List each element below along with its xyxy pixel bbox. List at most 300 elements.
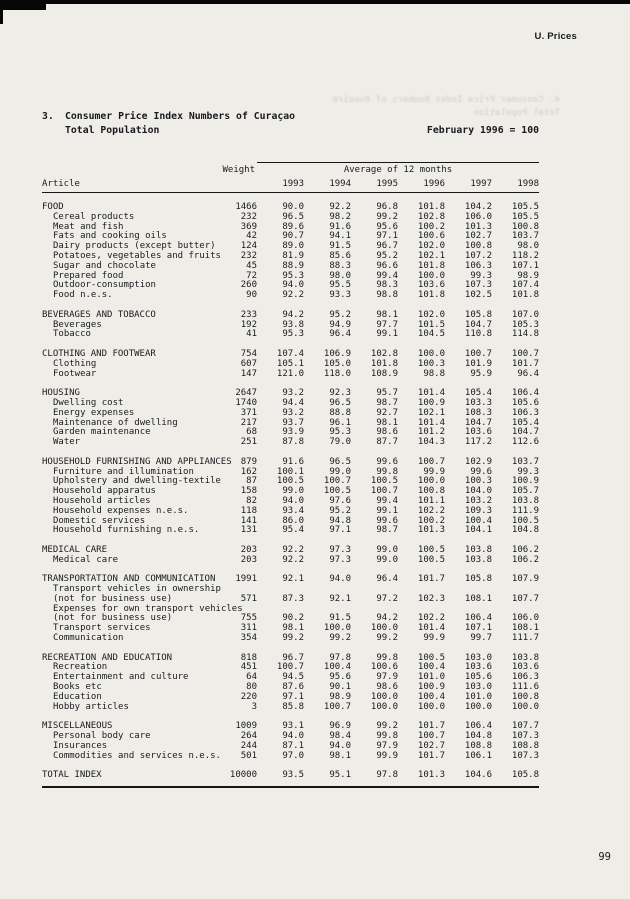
index-value: 107.4 [511, 280, 539, 291]
index-value: 102.8 [417, 211, 445, 222]
index-value: 103.7 [511, 231, 539, 242]
index-value: 93.7 [282, 417, 304, 428]
weight-value: 203 [240, 544, 257, 555]
index-value: 95.7 [376, 388, 398, 399]
index-value: 87.7 [376, 437, 398, 448]
index-value: 99.2 [376, 633, 398, 644]
weight-value: 1009 [235, 721, 257, 732]
index-value: 100.0 [464, 701, 492, 712]
article-label: RECREATION AND EDUCATION [42, 652, 173, 663]
article-label: Tobacco [53, 329, 91, 340]
total-index-value: 105.8 [511, 770, 539, 781]
index-value: 103.6 [417, 280, 445, 291]
index-value: 102.7 [417, 740, 445, 751]
weight-value: 118 [240, 505, 257, 516]
index-value: 101.2 [417, 427, 445, 438]
article-label: Household expenses n.e.s. [53, 505, 189, 516]
index-value: 103.6 [464, 662, 492, 673]
index-value: 97.0 [282, 750, 304, 761]
index-value: 89.0 [282, 241, 304, 252]
article-label: Hobby articles [53, 701, 129, 712]
index-value: 99.1 [376, 505, 398, 516]
index-value: 104.7 [464, 319, 492, 330]
article-label: Education [53, 691, 102, 702]
article-label: Expenses for own transport vehicles [53, 603, 243, 614]
index-value: 106.3 [464, 260, 492, 271]
index-value: 100.4 [464, 515, 492, 526]
total-weight-value: 10000 [229, 770, 257, 781]
index-value: 95.2 [329, 505, 351, 516]
index-value: 98.6 [376, 427, 398, 438]
table-section [42, 654, 539, 713]
index-value: 103.8 [511, 495, 539, 506]
index-value: 93.8 [282, 319, 304, 330]
index-value: 100.7 [370, 486, 398, 497]
article-label: Beverages [53, 319, 102, 330]
index-value: 118.0 [323, 368, 351, 379]
index-value: 105.7 [511, 486, 539, 497]
weight-value: 233 [240, 309, 257, 320]
index-value: 108.1 [511, 623, 539, 634]
index-value: 92.2 [282, 544, 304, 555]
weight-value: 158 [240, 486, 257, 497]
running-header: U. Prices [534, 31, 577, 42]
index-value: 102.2 [417, 505, 445, 516]
index-value: 99.0 [282, 486, 304, 497]
index-value: 92.1 [282, 574, 304, 585]
article-label: Cereal products [53, 211, 135, 222]
index-value: 97.1 [376, 231, 398, 242]
index-value: 102.8 [370, 348, 398, 359]
index-value: 91.5 [329, 613, 351, 624]
index-value: 100.4 [323, 662, 351, 673]
article-label: Entertainment and culture [53, 672, 189, 683]
index-value: 98.4 [329, 731, 351, 742]
weight-value: 1991 [235, 574, 257, 585]
index-value: 93.2 [282, 388, 304, 399]
year-column-header: 1994 [329, 179, 351, 189]
index-value: 96.7 [282, 652, 304, 663]
index-value: 92.3 [329, 388, 351, 399]
index-value: 96.4 [329, 329, 351, 340]
index-value: 103.0 [464, 652, 492, 663]
table-row [42, 703, 539, 713]
index-value: 85.8 [282, 701, 304, 712]
index-value: 98.2 [329, 211, 351, 222]
total-index-value: 93.5 [282, 770, 304, 781]
index-value: 99.6 [470, 466, 492, 477]
table-section [42, 722, 539, 761]
index-value: 95.6 [376, 221, 398, 232]
weight-value: 90 [246, 290, 257, 301]
table-row [42, 634, 539, 644]
group-header-row [42, 160, 539, 175]
table-row [42, 556, 539, 566]
title-line-2: Total Population [65, 124, 160, 136]
index-value: 86.0 [282, 515, 304, 526]
index-value: 81.9 [282, 250, 304, 261]
index-value: 99.8 [376, 652, 398, 663]
article-label: FOOD [42, 202, 64, 212]
index-value: 101.1 [417, 495, 445, 506]
weight-value: 354 [240, 633, 257, 644]
index-value: 105.4 [464, 388, 492, 399]
year-column-header: 1995 [376, 179, 398, 189]
index-value: 111.9 [511, 505, 539, 516]
index-value: 108.8 [464, 740, 492, 751]
index-value: 110.8 [464, 329, 492, 340]
weight-value: 147 [240, 368, 257, 379]
index-value: 98.3 [376, 280, 398, 291]
page-number: 99 [598, 851, 611, 863]
cpi-table [42, 160, 539, 788]
base-period: February 1996 = 100 [426, 124, 539, 136]
article-label: Commodities and services n.e.s. [53, 750, 221, 761]
group-column-header [257, 162, 539, 175]
index-value: 100.8 [511, 221, 539, 232]
total-row [42, 771, 539, 781]
index-value: 99.9 [376, 750, 398, 761]
index-value: 95.6 [329, 672, 351, 683]
index-value: 96.8 [376, 202, 398, 212]
title-line-1: Consumer Price Index Numbers of Curaçao [65, 111, 296, 122]
article-label: Clothing [53, 358, 97, 369]
weight-value: 501 [240, 750, 257, 761]
index-value: 94.2 [282, 309, 304, 320]
index-value: 100.3 [464, 476, 492, 487]
index-value: 100.5 [370, 476, 398, 487]
index-value: 107.1 [511, 260, 539, 271]
index-value: 99.3 [517, 466, 539, 477]
index-value: 99.9 [423, 466, 445, 477]
year-column-header: 1997 [470, 179, 492, 189]
index-value: 100.0 [417, 270, 445, 281]
index-value: 103.8 [464, 554, 492, 565]
index-value: 100.0 [370, 691, 398, 702]
article-label: Footwear [53, 368, 97, 379]
index-value: 105.0 [323, 358, 351, 369]
index-value: 101.0 [464, 691, 492, 702]
index-value: 87.6 [282, 682, 304, 693]
article-label: Transport vehicles in ownership [53, 584, 221, 595]
index-value: 97.9 [376, 672, 398, 683]
index-value: 106.3 [511, 407, 539, 418]
index-value: 106.3 [511, 672, 539, 683]
total-row-wrap [42, 771, 539, 781]
index-value: 104.8 [511, 525, 539, 536]
index-value: 100.0 [511, 701, 539, 712]
index-value: 101.7 [511, 358, 539, 369]
bleedthrough-line: Total Population [473, 108, 560, 118]
index-value: 103.6 [511, 662, 539, 673]
index-value: 105.4 [511, 417, 539, 428]
index-value: 106.2 [511, 554, 539, 565]
index-value: 105.8 [464, 574, 492, 585]
index-value: 94.0 [282, 731, 304, 742]
index-value: 99.0 [329, 466, 351, 477]
index-value: 106.2 [511, 544, 539, 555]
total-label: TOTAL INDEX [42, 770, 102, 781]
index-value: 101.9 [464, 358, 492, 369]
total-index-value: 101.3 [417, 770, 445, 781]
index-value: 105.1 [276, 358, 304, 369]
index-value: 96.5 [329, 397, 351, 408]
index-value: 97.7 [376, 319, 398, 330]
total-index-value: 104.6 [464, 770, 492, 781]
index-value: 93.3 [329, 290, 351, 301]
index-value: 105.6 [511, 397, 539, 408]
index-value: 95.3 [282, 270, 304, 281]
scan-artifact-left-edge [0, 0, 3, 24]
weight-value: 80 [246, 682, 257, 693]
index-value: 98.8 [376, 290, 398, 301]
index-value: 90.7 [282, 231, 304, 242]
index-value: 94.9 [329, 319, 351, 330]
index-value: 99.2 [376, 721, 398, 732]
article-label: MISCELLANEOUS [42, 721, 113, 732]
index-value: 91.6 [282, 456, 304, 467]
index-value: 98.6 [376, 682, 398, 693]
index-value: 111.6 [511, 682, 539, 693]
index-value: 105.8 [464, 309, 492, 320]
index-value: 100.7 [323, 701, 351, 712]
index-value: 100.0 [370, 701, 398, 712]
article-label: MEDICAL CARE [42, 544, 108, 555]
article-label: Medical care [53, 554, 119, 565]
table-row [42, 330, 539, 340]
index-value: 103.7 [511, 456, 539, 467]
index-value: 99.7 [470, 633, 492, 644]
index-value: 107.1 [464, 623, 492, 634]
article-label: BEVERAGES AND TOBACCO [42, 309, 156, 320]
weight-value: 264 [240, 731, 257, 742]
index-value: 96.5 [329, 456, 351, 467]
index-value: 100.8 [464, 241, 492, 252]
article-label: Food n.e.s. [53, 290, 113, 301]
index-value: 99.9 [423, 633, 445, 644]
weight-value: 571 [240, 593, 257, 604]
weight-value: 818 [240, 652, 257, 663]
index-value: 100.3 [417, 358, 445, 369]
index-value: 99.1 [376, 329, 398, 340]
index-value: 102.2 [417, 613, 445, 624]
index-value: 97.6 [329, 495, 351, 506]
index-value: 103.2 [464, 495, 492, 506]
article-label: Sugar and chocolate [53, 260, 156, 271]
weight-value: 82 [246, 495, 257, 506]
weight-value: 131 [240, 525, 257, 536]
index-value: 88.3 [329, 260, 351, 271]
index-value: 107.7 [511, 593, 539, 604]
index-value: 98.1 [376, 417, 398, 428]
index-value: 92.2 [282, 290, 304, 301]
index-value: 102.5 [464, 290, 492, 301]
table-row [42, 370, 539, 380]
weight-value: 42 [246, 231, 257, 242]
index-value: 108.8 [511, 740, 539, 751]
index-value: 92.1 [329, 593, 351, 604]
article-label: Household apparatus [53, 486, 156, 497]
index-value: 106.4 [464, 613, 492, 624]
index-value: 99.0 [376, 544, 398, 555]
index-value: 98.8 [423, 368, 445, 379]
weight-value: 311 [240, 623, 257, 634]
index-value: 87.3 [282, 593, 304, 604]
weight-value: 244 [240, 740, 257, 751]
index-value: 97.9 [376, 740, 398, 751]
index-value: 94.0 [329, 740, 351, 751]
index-value: 100.5 [276, 476, 304, 487]
index-value: 96.7 [376, 241, 398, 252]
weight-value: 1740 [235, 397, 257, 408]
article-label: Garden maintenance [53, 427, 151, 438]
index-value: 96.6 [376, 260, 398, 271]
article-label: Dwelling cost [53, 397, 124, 408]
index-value: 97.1 [329, 525, 351, 536]
weight-value: 87 [246, 476, 257, 487]
year-column-header: 1993 [282, 179, 304, 189]
index-value: 107.9 [511, 574, 539, 585]
index-value: 98.1 [282, 623, 304, 634]
index-value: 114.8 [511, 329, 539, 340]
index-value: 100.5 [417, 652, 445, 663]
year-column-header: 1998 [517, 179, 539, 189]
weight-value: 371 [240, 407, 257, 418]
index-value: 100.7 [417, 731, 445, 742]
index-value: 100.6 [370, 662, 398, 673]
index-value: 108.1 [464, 593, 492, 604]
weight-value: 755 [240, 613, 257, 624]
index-value: 96.4 [376, 574, 398, 585]
weight-value: 217 [240, 417, 257, 428]
index-value: 94.0 [329, 574, 351, 585]
index-value: 98.0 [517, 241, 539, 252]
index-value: 102.1 [417, 407, 445, 418]
article-label: Recreation [53, 662, 108, 673]
index-value: 92.2 [282, 554, 304, 565]
index-value: 90.1 [329, 682, 351, 693]
weight-value: 64 [246, 672, 257, 683]
index-value: 100.0 [417, 701, 445, 712]
index-value: 100.9 [417, 682, 445, 693]
total-index-value: 97.8 [376, 770, 398, 781]
index-value: 96.9 [329, 721, 351, 732]
index-value: 91.6 [329, 221, 351, 232]
index-value: 98.9 [517, 270, 539, 281]
index-value: 100.5 [323, 486, 351, 497]
weight-value: 45 [246, 260, 257, 271]
index-value: 94.5 [282, 672, 304, 683]
table-row [42, 438, 539, 448]
index-value: 104.0 [464, 486, 492, 497]
index-value: 100.9 [417, 397, 445, 408]
index-value: 107.2 [464, 250, 492, 261]
index-value: 100.0 [323, 623, 351, 634]
index-value: 101.3 [464, 221, 492, 232]
index-value: 104.1 [464, 525, 492, 536]
index-value: 104.8 [464, 731, 492, 742]
index-value: 94.2 [376, 613, 398, 624]
index-value: 101.5 [417, 319, 445, 330]
table-row [42, 526, 539, 536]
index-value: 106.1 [464, 750, 492, 761]
article-label: Books etc [53, 682, 102, 693]
index-value: 101.8 [511, 290, 539, 301]
article-label: HOUSING [42, 388, 80, 399]
index-value: 101.7 [417, 574, 445, 585]
index-value: 100.0 [370, 623, 398, 634]
article-label: Furniture and illumination [53, 466, 194, 477]
index-value: 100.7 [417, 456, 445, 467]
weight-value: 141 [240, 515, 257, 526]
weight-value: 41 [246, 329, 257, 340]
table-number: 3. [42, 111, 54, 122]
index-value: 88.8 [329, 407, 351, 418]
index-value: 102.0 [417, 309, 445, 320]
index-value: 101.4 [417, 623, 445, 634]
article-label: Upholstery and dwelling-textile [53, 476, 221, 487]
article-label: Communication [53, 633, 124, 644]
article-label: Household furnishing n.e.s. [53, 525, 200, 536]
index-value: 95.3 [329, 427, 351, 438]
index-value: 104.3 [417, 437, 445, 448]
index-value: 103.6 [464, 427, 492, 438]
weight-value: 251 [240, 437, 257, 448]
group-header-label: Average of 12 months [343, 165, 453, 175]
index-value: 101.8 [417, 202, 445, 212]
article-label: CLOTHING AND FOOTWEAR [42, 348, 156, 359]
index-value: 100.8 [511, 691, 539, 702]
weight-value: 2647 [235, 388, 257, 399]
index-value: 106.0 [511, 613, 539, 624]
weight-value: 203 [240, 554, 257, 565]
index-value: 98.7 [376, 397, 398, 408]
index-value: 100.7 [511, 348, 539, 359]
index-value: 99.6 [376, 456, 398, 467]
index-value: 101.4 [417, 417, 445, 428]
article-label: Outdoor-consumption [53, 280, 156, 291]
index-value: 94.0 [282, 495, 304, 506]
index-value: 92.2 [329, 202, 351, 212]
index-value: 93.9 [282, 427, 304, 438]
table-row [42, 291, 539, 301]
index-value: 108.3 [464, 407, 492, 418]
article-label: Dairy products (except butter) [53, 241, 216, 252]
index-value: 93.1 [282, 721, 304, 732]
index-value: 94.0 [282, 280, 304, 291]
index-value: 100.7 [276, 662, 304, 673]
index-value: 99.3 [470, 270, 492, 281]
index-value: 121.0 [276, 368, 304, 379]
weight-column-header: Weight [222, 165, 255, 175]
total-index-value: 95.1 [329, 770, 351, 781]
index-value: 99.6 [376, 515, 398, 526]
table-section [42, 575, 539, 644]
index-value: 101.4 [417, 388, 445, 399]
index-value: 103.0 [464, 682, 492, 693]
index-value: 105.5 [511, 211, 539, 222]
index-value: 95.4 [282, 525, 304, 536]
index-value: 99.4 [376, 495, 398, 506]
index-value: 99.8 [376, 731, 398, 742]
table-section [42, 389, 539, 448]
index-value: 93.2 [282, 407, 304, 418]
index-value: 98.0 [329, 270, 351, 281]
index-value: 92.7 [376, 407, 398, 418]
index-value: 111.7 [511, 633, 539, 644]
index-value: 99.4 [376, 270, 398, 281]
index-value: 102.1 [417, 250, 445, 261]
